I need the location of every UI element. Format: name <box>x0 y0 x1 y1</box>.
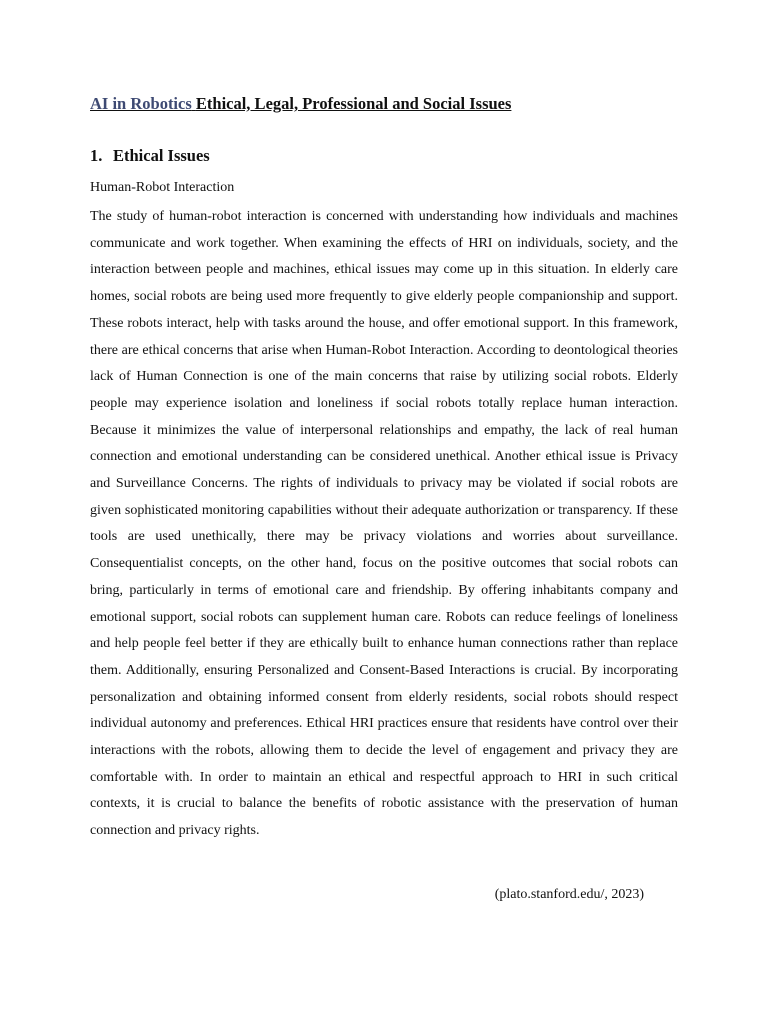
body-paragraph: The study of human-robot interaction is concerned with understanding how individuals and machines communicate and work together. When examining the effects of HRI on individuals, society, and the interaction between people and machines, ethical issues may come up in this situation. In elderly care homes, social robots are being used more frequently to give elderly people companionship and support. These robots interact, help with tasks around the house, and offer emotional support. In this framework, there are ethical concerns that arise when Human-Robot Interaction. According to deontological theories lack of Human Connection is one of the main concerns that raise by utilizing social robots. Elderly people may experience isolation and loneliness if social robots totally replace human interaction. Because it minimizes the value of interpersonal relationships and empathy, the lack of real human connection and emotional understanding can be considered unethical. Another ethical issue is Privacy and Surveillance Concerns. The rights of individuals to privacy may be violated if social robots are given sophisticated monitoring capabilities without their adequate authorization or transparency. If these tools are used unethically, there may be privacy violations and worries about surveillance. Consequentialist concepts, on the other hand, focus on the positive outcomes that social robots can bring, particularly in terms of emotional care and friendship. By offering inhabitants company and emotional support, social robots can supplement human care. Robots can reduce feelings of loneliness and help people feel better if they are ethically built to enhance human connections rather than replace them. Additionally, ensuring Personalized and Consent-Based Interactions is crucial. By incorporating personalization and obtaining informed consent from elderly residents, social robots should respect individual autonomy and preferences. Ethical HRI practices ensure that residents have control over their interactions with the robots, allowing them to decide the level of engagement and privacy they are comfortable with. In order to maintain an ethical and respectful approach to HRI in such critical contexts, it is crucial to balance the benefits of robotic assistance with the preservation of human connection and privacy rights. <box>90 209 678 839</box>
section-number: 1. <box>90 146 103 165</box>
document-title <box>90 93 511 115</box>
subheading: Human-Robot Interaction <box>90 180 235 195</box>
title-rest: Ethical, Legal, Professional and Social Issues <box>195 94 512 113</box>
citation: (plato.stanford.edu/, 2023) <box>494 887 644 902</box>
section-heading-text: Ethical Issues <box>113 146 210 165</box>
title-accent: AI in Robotics <box>90 94 192 113</box>
section-heading <box>90 145 210 167</box>
